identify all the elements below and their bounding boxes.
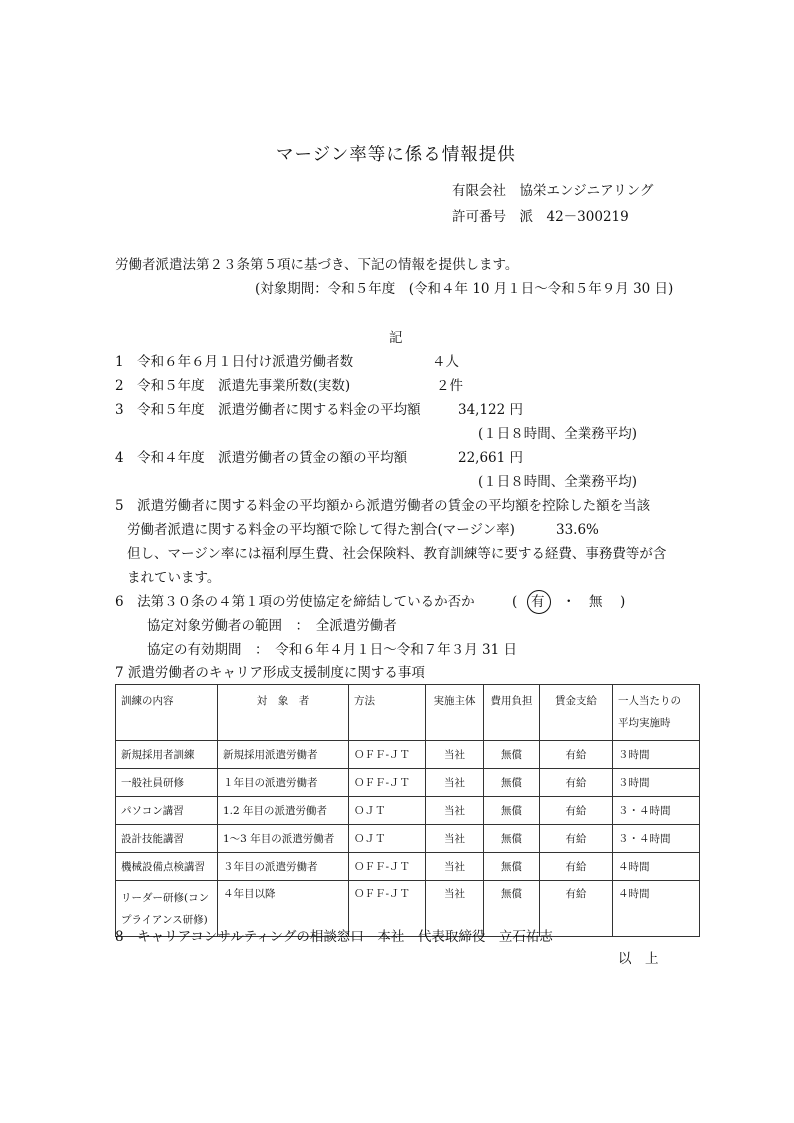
table-cell: 当社: [426, 769, 484, 797]
item-5-line-2: 労働者派遣に関する料金の平均額で除して得た割合(マージン率): [127, 522, 515, 538]
item-1-label: 1 令和６年６月１日付け派遣労働者数: [115, 354, 354, 370]
table-header-cell: 実施主体: [426, 685, 484, 741]
career-training-table: [115, 684, 700, 937]
item-7-label: 7 派遣労働者のキャリア形成支援制度に関する事項: [115, 665, 425, 681]
intro-line-1: 労働者派遣法第２３条第５項に基づき、下記の情報を提供します。: [115, 257, 519, 273]
table-cell: ＯＦＦ-ＪＴ: [349, 769, 426, 797]
table-cell: 新規採用者訓練: [116, 741, 218, 769]
table-cell: 無償: [484, 741, 540, 769]
item-4-label: 4 令和４年度 派遣労働者の賃金の額の平均額: [115, 450, 408, 466]
table-cell: 当社: [426, 797, 484, 825]
item-8-label: 8 キャリアコンサルティングの相談窓口 本社 代表取締役 立石祐志: [115, 929, 553, 945]
table-cell: ３時間: [613, 769, 700, 797]
license-number: 許可番号 派 42－300219: [452, 209, 629, 225]
table-cell: 有給: [540, 853, 613, 881]
table-cell: ＯＦＦ-ＪＴ: [349, 881, 426, 937]
item-3-note: (１日８時間、全業務平均): [478, 426, 638, 442]
table-cell: 有給: [540, 741, 613, 769]
table-row: [116, 797, 700, 825]
table-cell: 有給: [540, 797, 613, 825]
table-cell: 設計技能講習: [116, 825, 218, 853]
table-cell: ３年目の派遣労働者: [218, 853, 349, 881]
table-cell: 無償: [484, 881, 540, 937]
table-cell: 有給: [540, 825, 613, 853]
page-title: マージン率等に係る情報提供: [276, 145, 516, 165]
table-cell: 当社: [426, 741, 484, 769]
item-3-value: 34,122 円: [458, 402, 524, 418]
item-6-label: 6 法第３０条の４第１項の労使協定を締結しているか否か: [115, 594, 475, 610]
table-cell: 有給: [540, 881, 613, 937]
agreement-no: 無: [589, 594, 603, 610]
table-cell: ＯＦＦ-ＪＴ: [349, 853, 426, 881]
item-3-label: 3 令和５年度 派遣労働者に関する料金の平均額: [115, 402, 421, 418]
table-cell: 機械設備点検講習: [116, 853, 218, 881]
table-header-cell: 賃金支給: [540, 685, 613, 741]
table-header-cell: [613, 685, 700, 741]
table-header-cell: 対 象 者: [218, 685, 349, 741]
table-cell: 一般社員研修: [116, 769, 218, 797]
table-cell: 1～3 年目の派遣労働者: [218, 825, 349, 853]
table-cell: ＯＦＦ-ＪＴ: [349, 741, 426, 769]
table-row: [116, 853, 700, 881]
table-cell: ３・４時間: [613, 825, 700, 853]
item-5-line-3: 但し、マージン率には福利厚生費、社会保険料、教育訓練等に要する経費、事務費等が含: [127, 546, 667, 562]
table-header-line: 平均実施時: [618, 717, 671, 729]
table-row: [116, 769, 700, 797]
ki-heading: 記: [389, 330, 403, 346]
agreement-paren-open: (: [512, 594, 518, 610]
item-4-note: (１日８時間、全業務平均): [478, 474, 638, 490]
table-cell: ＯＪＴ: [349, 825, 426, 853]
agreement-separator: ・: [562, 594, 576, 610]
item-2-value: ２件: [436, 378, 463, 394]
table-header-row: [116, 685, 700, 741]
agreement-scope: 協定対象労働者の範囲 ： 全派遣労働者: [147, 618, 397, 634]
table-header-line: 一人当たりの: [618, 695, 681, 707]
table-cell: 新規採用派遣労働者: [218, 741, 349, 769]
table-cell: ３・４時間: [613, 797, 700, 825]
item-1-value: ４人: [432, 354, 459, 370]
table-row: [116, 825, 700, 853]
table-cell-line: リーダー研修(コン: [121, 891, 210, 904]
table-cell: １年目の派遣労働者: [218, 769, 349, 797]
table-cell: ＯＪＴ: [349, 797, 426, 825]
table-cell: 無償: [484, 853, 540, 881]
table-cell: 当社: [426, 853, 484, 881]
table-header-cell: 方法: [349, 685, 426, 741]
table-cell: 無償: [484, 797, 540, 825]
agreement-paren-close: ): [620, 594, 626, 610]
table-cell: パソコン講習: [116, 797, 218, 825]
company-name: 有限会社 協栄エンジニアリング: [452, 183, 654, 199]
table-cell: ４時間: [613, 853, 700, 881]
item-2-label: 2 令和５年度 派遣先事業所数(実数): [115, 378, 351, 394]
table-header-cell: 費用負担: [484, 685, 540, 741]
table-cell: 当社: [426, 881, 484, 937]
table-cell: ４年目以降: [218, 881, 349, 937]
table-row: [116, 741, 700, 769]
table-cell-line: プライアンス研修): [121, 913, 208, 926]
table-cell: ４時間: [613, 881, 700, 937]
table-cell: 当社: [426, 825, 484, 853]
agreement-period: 協定の有効期間 ： 令和６年４月１日～令和７年３月 31 日: [147, 642, 518, 658]
item-4-value: 22,661 円: [458, 450, 524, 466]
intro-line-2: (対象期間：令和５年度 (令和４年 10 月１日～令和５年９月 30 日): [255, 281, 674, 297]
table-cell: 無償: [484, 769, 540, 797]
item-5-line-1: 5 派遣労働者に関する料金の平均額から派遣労働者の賃金の平均額を控除した額を当該: [115, 498, 651, 514]
table-cell: 1.2 年目の派遣労働者: [218, 797, 349, 825]
table-cell: 無償: [484, 825, 540, 853]
table-cell: 有給: [540, 769, 613, 797]
agreement-yes: 有: [531, 594, 545, 610]
closing-mark: 以 上: [618, 951, 659, 967]
table-header-cell: 訓練の内容: [116, 685, 218, 741]
table-cell: ３時間: [613, 741, 700, 769]
item-5-line-4: まれています。: [127, 570, 221, 586]
margin-rate: 33.6%: [556, 522, 599, 538]
